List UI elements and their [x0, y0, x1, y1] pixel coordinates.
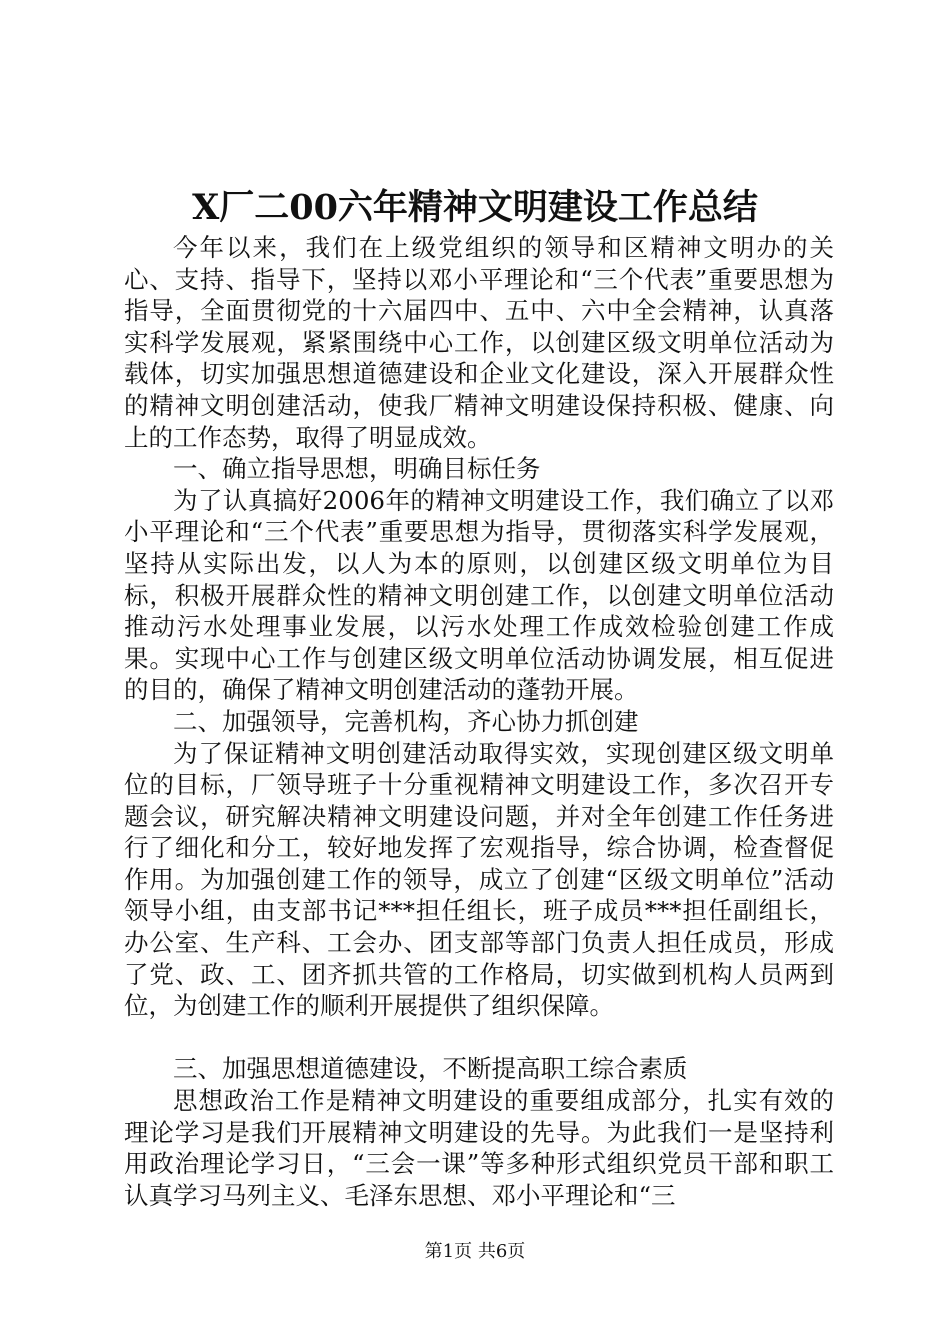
section-heading-1: 一、确立指导思想，明确目标任务 [173, 454, 541, 484]
section-2-paragraph: 为了保证精神文明创建活动取得实效，实现创建区级文明单位的目标，厂领导班子十分重视精神文明建设工作，多次召开专题会议，研究解决精神文明建设问题，并对全年创建工作任务进行了细化和分工，较好地发挥了宏观指导，综合协调，检查督促作用。为加强创建工作的领导，成立了创建“区级文明单位”活动领导小组，由支部书记***担任组长，班子成员***担任副组长，办公室、生产科、工会办、团支部等部门负责人担任成员，形成了党、政、工、团齐抓共管的工作格局，切实做到机构人员两到位，为创建工作的顺利开展提供了组织保障。 [124, 738, 834, 1021]
intro-paragraph: 今年以来，我们在上级党组织的领导和区精神文明办的关心、支持、指导下，坚持以邓小平理论和“三个代表”重要思想为指导，全面贯彻党的十六届四中、五中、六中全会精神，认真落实科学发展观，紧紧围绕中心工作，以创建区级文明单位活动为载体，切实加强思想道德建设和企业文化建设，深入开展群众性的精神文明创建活动，使我厂精神文明建设保持积极、健康、向上的工作态势，取得了明显成效。 [124, 233, 834, 452]
section-1-paragraph: 为了认真搞好2006年的精神文明建设工作，我们确立了以邓小平理论和“三个代表”重要思想为指导，贯彻落实科学发展观，坚持从实际出发，以人为本的原则，以创建区级文明单位为目标，积极开展群众性的精神文明创建工作，以创建文明单位活动推动污水处理事业发展，以污水处理工作成效检验创建工作成果。实现中心工作与创建区级文明单位活动协调发展，相互促进的目的，确保了精神文明创建活动的蓬勃开展。 [124, 485, 834, 705]
document-body [124, 232, 834, 1211]
paragraph-spacer [124, 1022, 834, 1054]
page-footer: 第1页 共6页 [424, 1241, 526, 1262]
section-heading-2: 二、加强领导，完善机构，齐心协力抓创建 [173, 706, 639, 736]
document-title: X厂二00六年精神文明建设工作总结 [192, 187, 758, 228]
section-heading-3: 三、加强思想道德建设，不断提高职工综合素质 [173, 1054, 688, 1084]
section-3-paragraph: 思想政治工作是精神文明建设的重要组成部分，扎实有效的理论学习是我们开展精神文明建设的先导。为此我们一是坚持利用政治理论学习日，“三会一课”等多种形式组织党员干部和职工认真学习马列主义、毛泽东思想、邓小平理论和“三 [124, 1086, 834, 1210]
